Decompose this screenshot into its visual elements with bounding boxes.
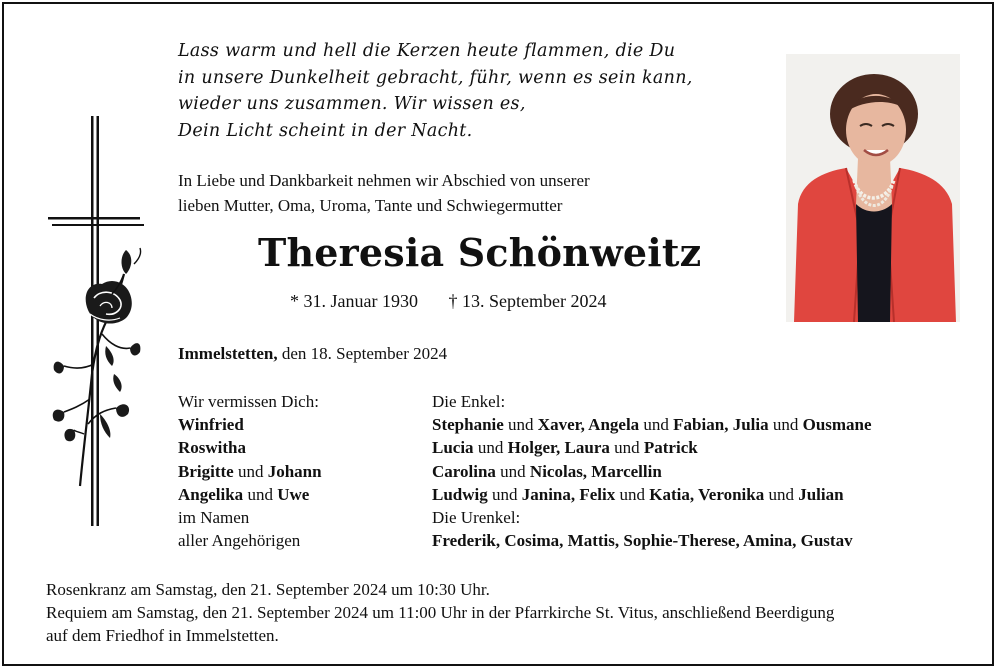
conjunction: und [487,484,522,504]
grandchild-name: Ousmane [802,415,872,435]
grandchild-name: Nicolas, Marcellin [529,461,662,481]
burial-info: auf dem Friedhof in Immelstetten. [46,626,279,645]
grandchild-name: Holger, Laura [507,438,610,458]
conjunction: und [243,484,278,504]
requiem-info: Requiem am Samstag, den 21. September 2024 um 11:00 Uhr in der Pfarrkirche St. Vitus, anschließend Beerdigung [46,603,835,622]
grandchild-name: Katia, Veronika [649,484,765,504]
deceased-name: Theresia Schönweitz [258,230,702,275]
conjunction: und [639,415,674,435]
conjunction: und [609,438,644,458]
intro-line: In Liebe und Dankbarkeit nehmen wir Abschied von unserer [178,171,590,190]
grandchild-name: Carolina [432,461,496,481]
grandchild-name: Patrick [643,438,698,458]
mourner-name: Uwe [277,484,310,504]
grandchild-name: Janina, Felix [521,484,616,504]
grandchildren-row [432,413,992,436]
grandchildren-row [432,460,992,483]
notice-date: den 18. September 2024 [277,344,448,363]
obituary-notice [2,2,994,666]
great-grandchild-names: Frederik, Cosima, Mattis, Sophie-Therese, Amina, Gustav [432,531,853,551]
poem-line: Lass warm und hell die Kerzen heute flammen, die Du [178,41,676,61]
mourner-name: Roswitha [178,438,247,458]
intro-line: lieben Mutter, Oma, Uroma, Tante und Schwiegermutter [178,196,563,215]
grandchild-name: Stephanie [432,415,504,435]
grandchild-name: Xaver, Angela [537,415,640,435]
life-dates [290,291,606,312]
grandchildren-heading: Die Enkel: [432,392,506,411]
conjunction: und [503,415,538,435]
grandchild-name: Lucia [432,438,474,458]
rosary-info: Rosenkranz am Samstag, den 21. September 2024 um 10:30 Uhr. [46,580,490,599]
conjunction: und [495,461,530,481]
poem-line: wieder uns zusammen. Wir wissen es, [178,94,526,114]
mourner-name: Winfried [178,415,244,435]
conjunction: und [764,484,799,504]
mourner-row [178,436,408,459]
grandchildren-row [432,436,992,459]
great-grandchildren-heading: Die Urenkel: [432,508,521,528]
conjunction: und [473,438,508,458]
death-date: † 13. September 2024 [448,291,607,311]
mourner-row [178,483,408,506]
conjunction: und [615,484,650,504]
conjunction: und [768,415,803,435]
birth-date: * 31. Januar 1930 [290,291,418,311]
poem [178,38,738,144]
portrait-photo [786,54,960,322]
poem-line: in unsere Dunkelheit gebracht, führ, wenn es sein kann, [178,67,693,88]
conjunction: und [233,461,268,481]
mourner-row [178,413,408,436]
mourner-name: Brigitte [178,461,234,481]
mourners-list [178,390,408,552]
cross-with-rose-icon [44,114,144,530]
grandchild-name: Julian [798,484,844,504]
grandchild-name: Ludwig [432,484,488,504]
place: Immelstetten, [178,344,278,363]
closing-line: im Namen [178,508,250,528]
closing-line: aller Angehörigen [178,531,301,551]
poem-line: Dein Licht scheint in der Nacht. [178,120,473,141]
intro-text [178,168,738,218]
portrait-illustration [786,54,960,322]
mourner-name: Johann [267,461,322,481]
mourner-name: Angelika [178,484,244,504]
grandchild-name: Fabian, Julia [673,415,769,435]
grandchildren-row [432,483,992,506]
place-and-date [178,344,447,364]
mourners-heading: Wir vermissen Dich: [178,392,319,411]
grandchildren-list [432,390,992,552]
mourner-row [178,460,408,483]
great-grandchildren-row [432,529,992,552]
service-info [46,578,986,647]
